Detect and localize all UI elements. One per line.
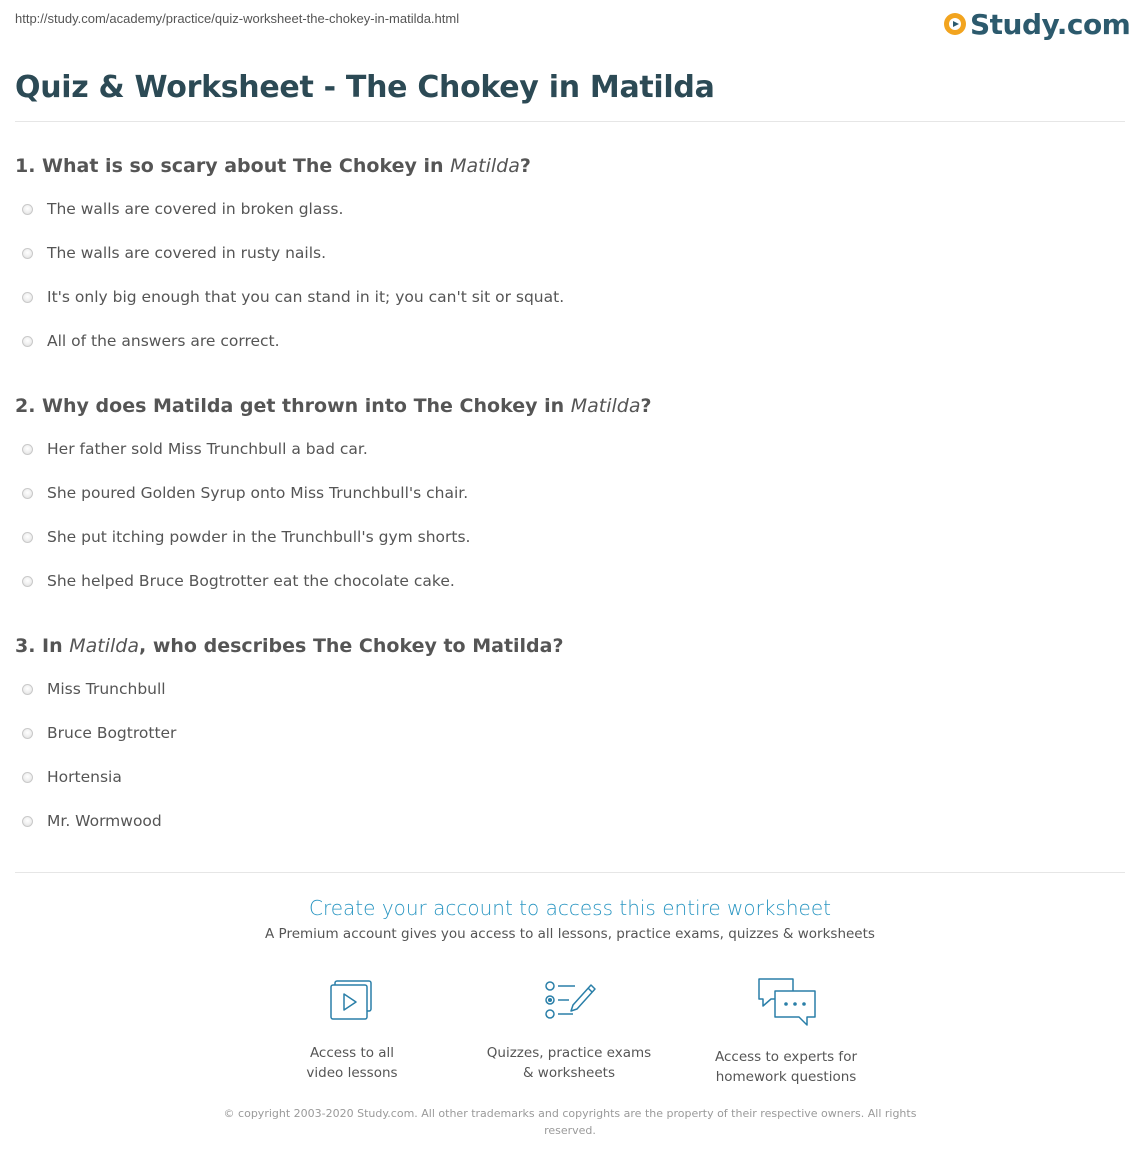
answer-option[interactable]	[22, 484, 468, 502]
radio-button[interactable]	[22, 292, 33, 303]
feature-experts	[686, 975, 886, 1087]
play-badge-icon	[944, 13, 966, 35]
radio-button[interactable]	[22, 576, 33, 587]
radio-button[interactable]	[22, 684, 33, 695]
video-lesson-icon	[322, 975, 382, 1027]
answer-text: Her father sold Miss Trunchbull a bad car.	[47, 440, 368, 458]
answer-text: Miss Trunchbull	[47, 680, 166, 698]
question-3-title: 3. In Matilda, who describes The Chokey to Matilda?	[15, 635, 564, 657]
answer-option[interactable]	[22, 200, 343, 218]
answer-text: All of the answers are correct.	[47, 332, 280, 350]
answer-option[interactable]	[22, 812, 162, 830]
title-divider	[15, 121, 1125, 122]
radio-button[interactable]	[22, 204, 33, 215]
answer-text: She helped Bruce Bogtrotter eat the chocolate cake.	[47, 572, 455, 590]
answer-option[interactable]	[22, 332, 280, 350]
logo-text: Study.com	[970, 7, 1131, 41]
question-1-title: 1. What is so scary about The Chokey in Matilda?	[15, 155, 531, 177]
question-2-title: 2. Why does Matilda get thrown into The Chokey in Matilda?	[15, 395, 652, 417]
radio-button[interactable]	[22, 816, 33, 827]
premium-description: A Premium account gives you access to all lessons, practice exams, quizzes & worksheets	[265, 926, 875, 942]
feature-text-line: Access to experts for	[714, 1049, 857, 1065]
answer-text: She poured Golden Syrup onto Miss Trunchbull's chair.	[47, 484, 469, 502]
copyright-notice: © copyright 2003-2020 Study.com. All other trademarks and copyrights are the property of their respective owners. All rights reserved.	[223, 1107, 917, 1137]
answer-option[interactable]	[22, 724, 176, 742]
answer-text: Mr. Wormwood	[47, 812, 162, 830]
answer-text: Bruce Bogtrotter	[47, 724, 177, 742]
answer-option[interactable]	[22, 440, 368, 458]
feature-video-lessons	[252, 975, 452, 1083]
chat-bubbles-icon	[753, 975, 819, 1031]
section-divider	[15, 872, 1125, 873]
page-url: http://study.com/academy/practice/quiz-worksheet-the-chokey-in-matilda.html	[15, 11, 460, 26]
radio-button[interactable]	[22, 248, 33, 259]
answer-option[interactable]	[22, 244, 326, 262]
feature-text-line: homework questions	[715, 1069, 857, 1085]
answer-option[interactable]	[22, 680, 166, 698]
page-title: Quiz & Worksheet - The Chokey in Matilda	[15, 70, 715, 105]
feature-text-line: video lessons	[306, 1065, 398, 1081]
radio-button[interactable]	[22, 336, 33, 347]
radio-button[interactable]	[22, 728, 33, 739]
quiz-checklist-icon	[539, 975, 599, 1027]
answer-text: The walls are covered in broken glass.	[47, 200, 344, 218]
radio-button[interactable]	[22, 532, 33, 543]
answer-option[interactable]	[22, 288, 564, 306]
feature-text-line: & worksheets	[522, 1065, 615, 1081]
answer-text: The walls are covered in rusty nails.	[47, 244, 327, 262]
create-account-link[interactable]: Create your account to access this entire worksheet	[309, 896, 831, 920]
radio-button[interactable]	[22, 488, 33, 499]
answer-option[interactable]	[22, 528, 470, 546]
radio-button[interactable]	[22, 444, 33, 455]
feature-text-line: Quizzes, practice exams	[486, 1045, 652, 1061]
answer-text: It's only big enough that you can stand in it; you can't sit or squat.	[47, 288, 565, 306]
feature-quizzes	[469, 975, 669, 1083]
answer-text: Hortensia	[47, 768, 122, 786]
answer-option[interactable]	[22, 572, 455, 590]
answer-option[interactable]	[22, 768, 122, 786]
answer-text: She put itching powder in the Trunchbull's gym shorts.	[47, 528, 471, 546]
feature-text-line: Access to all	[309, 1045, 395, 1061]
radio-button[interactable]	[22, 772, 33, 783]
study-logo[interactable]	[944, 4, 1130, 44]
